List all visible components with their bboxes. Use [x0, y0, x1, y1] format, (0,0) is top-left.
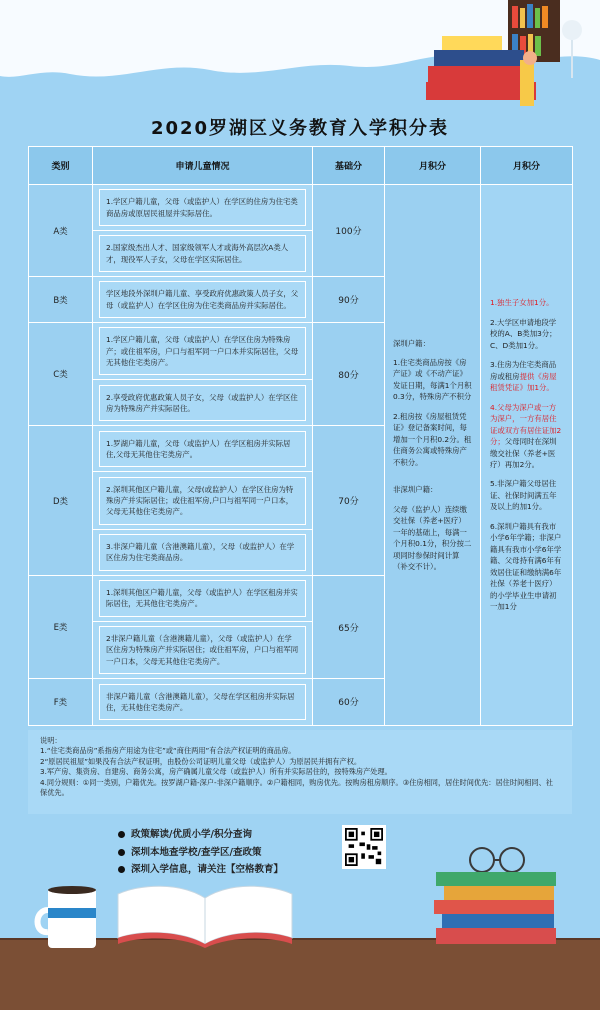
notes-section	[28, 730, 572, 814]
monthly-text: 深圳户籍：	[393, 338, 430, 348]
base-score: 80分	[313, 323, 385, 426]
qr-code-icon	[345, 828, 383, 866]
bonus-text: 3.住房为住宅类商品房或租房	[490, 360, 557, 381]
note-line: 2“原居民祖屋”如果没有合法产权证明，由股份公司证明儿童父母（或监护人）为原居民并拥有产权。	[40, 756, 362, 766]
bonus-text: 5.非深户籍父母居住证、社保时间满五年及以上的加1分。	[490, 479, 557, 512]
qr-code[interactable]	[342, 825, 386, 869]
situation-text: 1.学区户籍儿童，父母（或监护人）在学区住房为特殊房产；或住祖军房，户口与祖军同一户口本并实际居住，父母无其他住宅类房产。	[99, 327, 306, 375]
bonus-text: 2.大学区申请地段学校的A、B类加3分；C、D类加1分。	[490, 317, 557, 350]
bullet-icon	[118, 849, 125, 856]
bonus-text-highlight: 4.父母为深户或一方为深户，一方有居住证或双方有居住证加2分；	[490, 402, 562, 447]
note-line: 3.军产房、集资房、自建房、商务公寓，房产确属儿童父母（或监护人）所有并实际居住的，按特殊房产处理。	[40, 767, 392, 777]
bonus-score-column	[481, 185, 573, 726]
base-score: 70分	[313, 426, 385, 575]
situation-text: 学区地段外深圳户籍儿童、享受政府优惠政策人员子女，父母（或监护人）在学区住房为住宅类商品房并实际居住。	[99, 281, 306, 318]
situation-text: 2.国家级杰出人才、国家级领军人才或海外高层次A类人才，现役军人子女，父母在学区实际居住。	[99, 235, 306, 272]
table-row	[29, 185, 573, 231]
book-stack-illustration	[430, 842, 580, 952]
monthly-text: 父母（监护人）连续缴交社保（养老+医疗）一年的基础上，每满一个月积0.1分，积分按二项同时参保时间计算（补交不计）。	[393, 504, 472, 572]
monthly-text: 1.住宅类商品房按《房产证》或《不动产证》发证日期，每满1个月积0.3分，特殊房产不积分	[393, 357, 472, 402]
category-label: F类	[29, 679, 93, 725]
category-label: B类	[29, 277, 93, 323]
mug-illustration	[34, 882, 114, 952]
open-book-illustration	[110, 878, 300, 948]
situation-text: 1.罗湖户籍儿童，父母（或监护人）在学区租房并实际居住,父母无其他住宅类房产。	[99, 431, 306, 468]
category-label: D类	[29, 426, 93, 575]
situation-text: 3.非深户籍儿童（含港澳籍儿童），父母（或监护人）在学区住房为住宅类商品房。	[99, 534, 306, 571]
situation-text: 2.享受政府优惠政策人员子女，父母（或监护人）在学区住房为特殊房产并实际居住。	[99, 385, 306, 422]
list-item: 深圳本地查学校/查学区/查政策	[118, 844, 283, 862]
base-score: 100分	[313, 185, 385, 277]
situation-text: 1.学区户籍儿童，父母（或监护人）在学区的住房为住宅类商品房或原居民祖屋并实际居住。	[99, 189, 306, 226]
bonus-text-highlight: 提供《房屋租赁凭证》加1分。	[490, 371, 557, 393]
base-score: 60分	[313, 679, 385, 725]
score-table	[28, 146, 572, 726]
bonus-text: 1.独生子女加1分。	[490, 298, 554, 308]
category-label: A类	[29, 185, 93, 277]
bullet-icon	[118, 831, 125, 838]
header-monthly-score: 月积分	[385, 147, 481, 185]
monthly-text: 非深圳户籍：	[393, 485, 438, 495]
monthly-text: 2.租房按《房屋租赁凭证》登记备案时间，每增加一个月积0.2分。租住商务公寓或特殊房产不积分。	[393, 411, 472, 467]
situation-text: 2非深户籍儿童（含港澳籍儿童），父母（或监护人）在学区住房为特殊房产并实际居住；或住祖军房，户口与祖军同一户口本，父母无其他住宅类房产。	[99, 626, 306, 674]
base-score: 90分	[313, 277, 385, 323]
bullet-icon	[118, 866, 125, 873]
bonus-text: 父母同时在深圳缴交社保（养老+医疗）再加2分。	[490, 437, 557, 469]
promo-list	[118, 826, 283, 879]
category-label: C类	[29, 323, 93, 426]
list-item: 深圳入学信息，请关注【空格教育】	[118, 861, 283, 879]
note-line: 1.“住宅类商品房”系指房产用途为住宅”或“商住两用”有合法产权证明的商品房。	[40, 746, 296, 756]
note-line: 4.同分规则：①同一类别，户籍优先。按罗湖户籍-深户-非深户籍顺序。②户籍相同，购房优先。按购房租房顺序。③住房相同，居住时间优先：居住时间相同、社保优先。	[40, 777, 553, 798]
header-base-score: 基础分	[313, 147, 385, 185]
bookshelf-illustration	[420, 0, 600, 130]
situation-text: 1.深圳其他区户籍儿童，父母（或监护人）在学区租房并实际居住，无其他住宅类房产。	[99, 580, 306, 617]
list-item: 政策解读/优质小学/积分查询	[118, 826, 283, 844]
base-score: 65分	[313, 575, 385, 678]
monthly-score-column	[385, 185, 481, 726]
page-title: 2020罗湖区义务教育入学积分表	[150, 118, 450, 139]
situation-text: 非深户籍儿童（含港澳籍儿童），父母在学区租房并实际居住，无其他住宅类房产。	[99, 684, 306, 721]
header-monthly-score-2: 月积分	[481, 147, 573, 185]
category-label: E类	[29, 575, 93, 678]
notes-heading: 说明：	[40, 736, 62, 745]
header-category: 类别	[29, 147, 93, 185]
bonus-text: 6.深圳户籍具有我市小学6年学籍；非深户籍具有我市小学6年学籍、父母持有满6年有效居住证和缴纳满6年社保（养老十医疗）的小学毕业生申请初一加1分	[490, 521, 562, 612]
situation-text: 2.深圳其他区户籍儿童，父母(或监护人）在学区住房为特殊房产并实际居住；或住祖军房,户口与祖军同一户口本，父母无其他住宅类房产。	[99, 477, 306, 525]
table-header-row	[29, 147, 573, 185]
header-situation: 申请儿童情况	[93, 147, 313, 185]
